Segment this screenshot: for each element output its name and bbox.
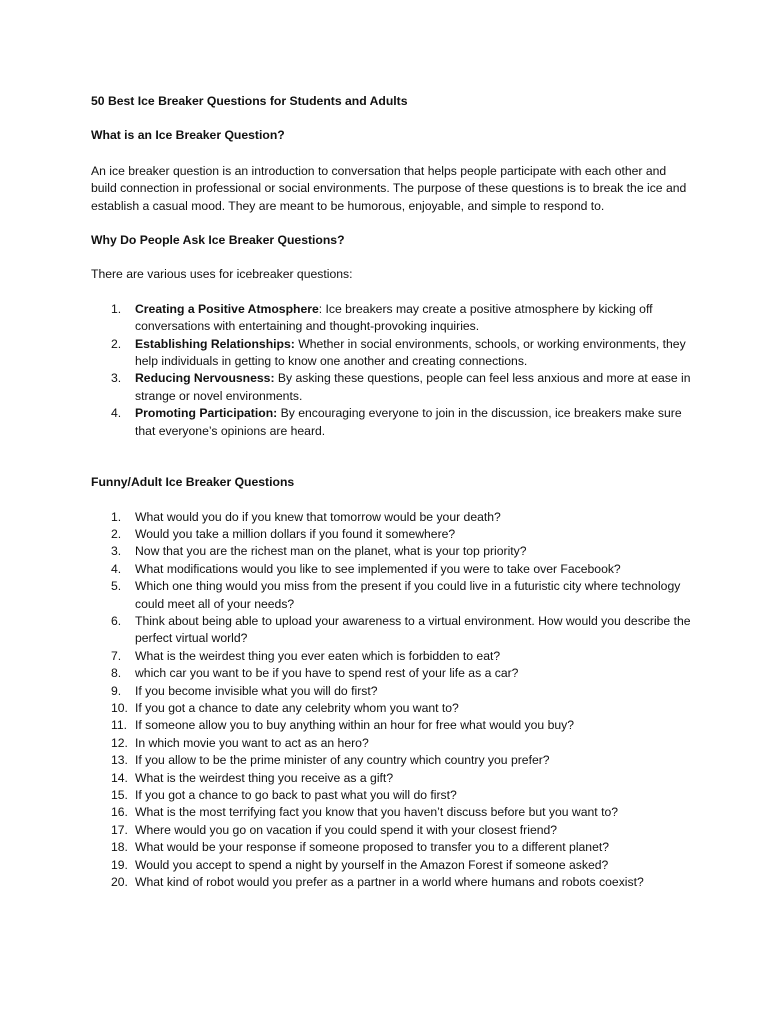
list-number: 2. [111,526,122,541]
question-list-item [91,665,691,682]
list-number: 10. [111,700,128,715]
question-list-item [91,683,691,700]
questions-list [91,509,691,892]
question-list-item [91,561,691,578]
question-list-item [91,717,691,734]
question-text: Where would you go on vacation if you could spend it with your closest friend? [135,822,558,837]
list-number: 3. [111,371,122,386]
list-number: 16. [111,805,128,820]
list-number: 15. [111,788,128,802]
question-text: Would you take a million dollars if you found it somewhere? [135,526,456,541]
question-text: What is the weirdest thing you ever eaten which is forbidden to eat? [135,648,501,663]
question-list-item [91,787,691,804]
list-term: Creating a Positive Atmosphere [135,301,319,316]
section-heading-why: Why Do People Ask Ice Breaker Questions? [91,233,345,248]
question-list-item [91,526,691,543]
list-number: 14. [111,770,128,785]
list-number: 11. [111,718,128,733]
question-text: If you got a chance to date any celebrity whom you want to? [135,700,459,715]
question-list-item [91,700,691,717]
question-text: What is the weirdest thing you receive as a gift? [135,770,394,785]
question-list-item [91,613,691,648]
list-number: 9. [111,683,122,698]
question-list-item [91,839,691,856]
list-number: 1. [111,509,122,524]
question-list-item [91,578,691,613]
question-list-item [91,543,691,560]
list-term: Promoting Participation: [135,406,278,421]
section-paragraph-what-is: An ice breaker question is an introduction to conversation that helps people participate with each other and build connection in professional or social environments. The purpose of these questions is to break the ice and establish a casual mood. They are meant to be humorous, enjoyable, and simple to respond to. [91,163,687,213]
question-list-item [91,857,691,874]
question-text: What modifications would you like to see implemented if you were to take over Facebook? [135,561,621,576]
question-list-item [91,770,691,787]
list-number: 3. [111,544,122,559]
question-text: which car you want to be if you have to spend rest of your life as a car? [135,666,519,681]
uses-list-item [91,336,691,371]
list-number: 1. [111,301,122,316]
list-number: 17. [111,822,128,837]
list-number: 6. [111,613,122,628]
list-number: 20. [111,875,128,890]
list-number: 7. [111,648,122,663]
question-list-item [91,804,691,821]
uses-list-item [91,405,691,440]
list-number: 4. [111,561,122,576]
question-text: What would you do if you knew that tomorrow would be your death? [135,509,501,524]
question-text: Think about being able to upload your awareness to a virtual environment. How would you describe the perfect virtual world? [135,613,691,646]
question-text: In which movie you want to act as an hero? [135,735,369,750]
list-number: 13. [111,753,128,768]
list-term: Establishing Relationships: [135,336,295,351]
list-text: Ice breakers may create a positive atmosphere by kicking off conversations with entertaining and thought-provoking inquiries. [135,301,653,334]
question-text: Which one thing would you miss from the present if you could live in a futuristic city where technology could meet all of your needs? [135,579,681,611]
section-heading-what-is: What is an Ice Breaker Question? [91,128,285,143]
section-intro-uses: There are various uses for icebreaker questions: [91,267,353,282]
question-text: Would you accept to spend a night by yourself in the Amazon Forest if someone asked? [135,857,609,872]
question-list-item [91,735,691,752]
list-number: 18. [111,840,128,855]
question-text: What is the most terrifying fact you know that you haven’t discuss before but you want to? [135,805,619,820]
uses-list [91,301,691,440]
question-list-item [91,822,691,839]
list-number: 5. [111,579,122,594]
list-term: Reducing Nervousness: [135,371,275,386]
section-heading-funny: Funny/Adult Ice Breaker Questions [91,475,295,490]
question-text: If you allow to be the prime minister of any country which country you prefer? [135,753,550,768]
list-number: 4. [111,406,122,421]
uses-list-item [91,370,691,405]
question-list-item [91,509,691,526]
list-text: By encouraging everyone to join in the discussion, ice breakers make sure that everyone’s opinions are heard. [135,406,682,438]
question-text: If you got a chance to go back to past what you will do first? [135,788,457,802]
question-list-item [91,874,691,891]
question-text: If you become invisible what you will do first? [135,683,378,698]
question-list-item [91,648,691,665]
list-term-separator: : [318,301,323,316]
list-number: 8. [111,666,122,681]
list-text: Whether in social environments, schools, or working environments, they help individuals in getting to know one another and creating connections. [135,336,686,369]
list-number: 2. [111,336,122,351]
list-number: 12. [111,735,128,750]
question-text: Now that you are the richest man on the planet, what is your top priority? [135,544,527,559]
question-text: If someone allow you to buy anything within an hour for free what would you buy? [135,718,575,733]
question-text: What kind of robot would you prefer as a partner in a world where humans and robots coexist? [135,875,644,890]
uses-list-item [91,301,691,336]
list-text: By asking these questions, people can feel less anxious and more at ease in strange or novel environments. [135,371,691,403]
document-page [91,93,691,891]
question-text: What would be your response if someone proposed to transfer you to a different planet? [135,840,610,855]
list-number: 19. [111,857,128,872]
document-title: 50 Best Ice Breaker Questions for Students and Adults [91,94,408,108]
question-list-item [91,752,691,769]
